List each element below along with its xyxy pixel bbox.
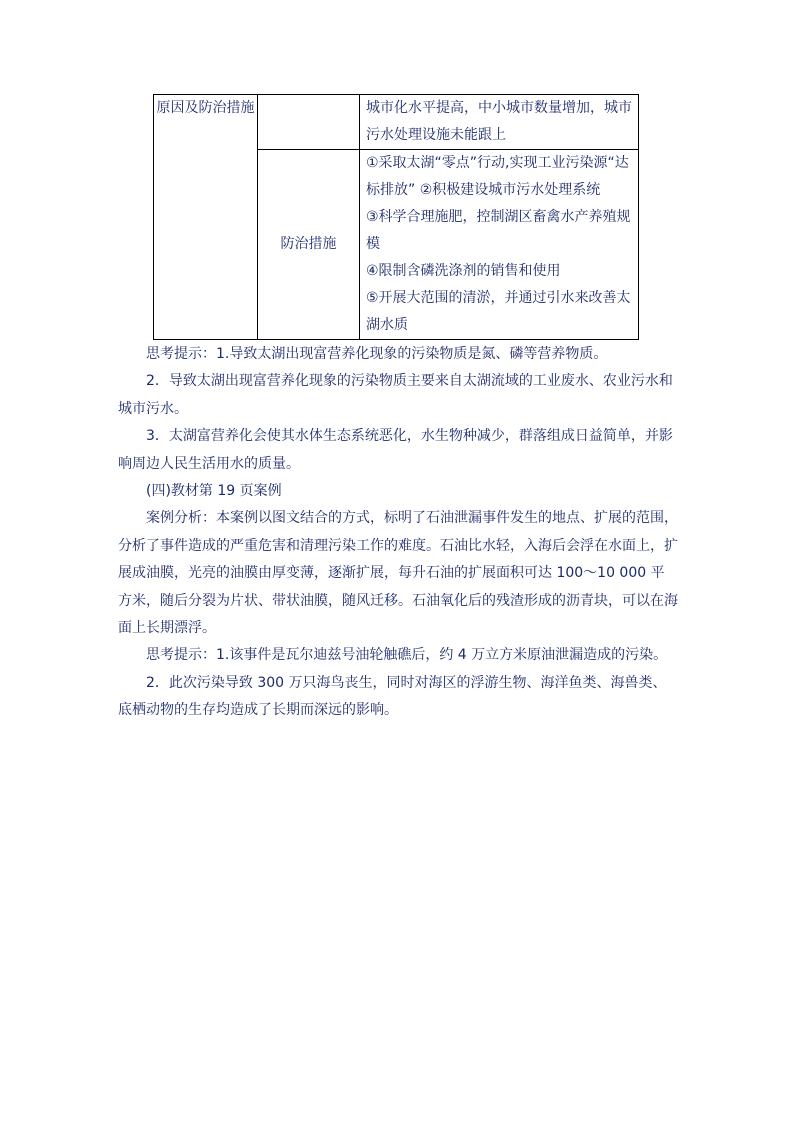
paragraph: 思考提示：1.该事件是瓦尔迪兹号油轮触礁后，约 4 万立方米原油泄漏造成的污染。 xyxy=(146,647,668,664)
paragraph: 思考提示：1.导致太湖出现富营养化现象的污染物质是氮、磷等营养物质。 xyxy=(146,346,608,362)
measure-item: ③科学合理施肥，控制湖区畜禽水产养殖规模 xyxy=(366,209,631,252)
section-heading: (四)教材第 19 页案例 xyxy=(146,483,282,500)
subcategory-label: 防治措施 xyxy=(280,236,337,252)
cause-text-cell xyxy=(360,95,639,150)
category-cell xyxy=(154,95,258,340)
subcategory-cell xyxy=(258,150,360,340)
measure-item: ⑤开展大范围的清淤，并通过引水来改善太湖水质 xyxy=(366,290,631,333)
paragraph: 案例分析：本案例以图文结合的方式，标明了石油泄漏事件发生的地点、扩展的范围，分析了事件造成的严重危害和清理污染工作的难度。石油比水轻，入海后会浮在水面上，扩展成油膜，光亮的油膜由厚变薄，逐渐扩展，每升石油的扩展面积可达 100～10 000 平方米，随后分裂为片状、带状油膜，随风迁移。石油氧化后的残渣形成的沥青块，可以在海面上长期漂浮。 xyxy=(118,510,678,637)
paragraph: 2．此次污染导致 300 万只海鸟丧生，同时对海区的浮游生物、海洋鱼类、海兽类、底栖动物的生存均造成了长期而深远的影响。 xyxy=(118,674,667,719)
measure-item: ①采取太湖“零点”行动,实现工业污染源“达标排放” ②积极建设城市污水处理系统 xyxy=(366,155,629,198)
measure-item: ④限制含磷洗涤剂的销售和使用 xyxy=(366,263,561,279)
paragraph: 2．导致太湖出现富营养化现象的污染物质主要来自太湖流域的工业废水、农业污水和城市污水。 xyxy=(118,373,673,417)
table-row xyxy=(154,95,639,150)
paragraph: 3．太湖富营养化会使其水体生态系统恶化，水生物种减少，群落组成日益简单，并影响周边人民生活用水的质量。 xyxy=(118,428,673,472)
cause-text: 城市化水平提高，中小城市数量增加，城市污水处理设施未能跟上 xyxy=(366,100,632,143)
subcategory-cell xyxy=(258,95,360,150)
body-text xyxy=(118,341,678,725)
category-label: 原因及防治措施 xyxy=(156,100,255,116)
measures-cell xyxy=(360,150,639,340)
cause-prevention-table xyxy=(153,94,639,340)
